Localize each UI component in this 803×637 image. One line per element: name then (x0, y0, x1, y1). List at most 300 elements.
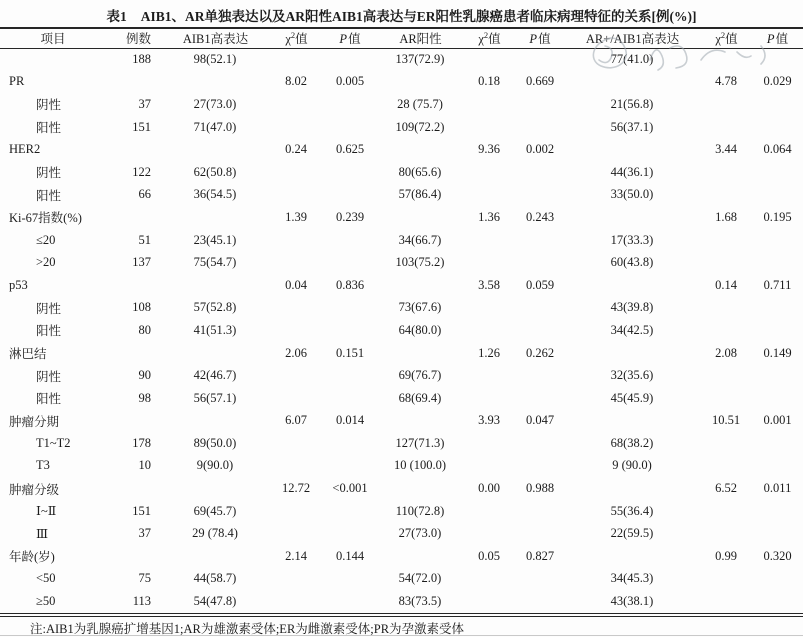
table-cell-aib1-high: 89(50.0) (193, 435, 237, 450)
column-header: AR+/AIB1高表达 (585, 32, 680, 47)
table-cell-chi2-3 (700, 229, 752, 252)
column-header: P值 (529, 32, 551, 47)
table-cell-ar-aib1-high: 44(36.1) (610, 164, 654, 179)
table-cell-p-1: 0.151 (335, 345, 365, 360)
table-row (0, 500, 803, 523)
table-cell-ar-positive: 69(76.7) (398, 368, 442, 383)
table-cell-chi2-2: 0.18 (478, 74, 500, 89)
table-cell-aib1-high: 56(57.1) (193, 390, 237, 405)
table-cell-ar-positive: 27(73.0) (398, 526, 442, 541)
table-cell-chi2-1 (270, 48, 322, 71)
table-cell-p-2 (516, 251, 564, 274)
table-cell-p-2 (516, 161, 564, 184)
table-cell-ar-aib1-high: 56(37.1) (610, 119, 654, 134)
table-cell-ar-aib1-high: 21(56.8) (610, 96, 654, 111)
table-cell-aib1-high: 27(73.0) (193, 96, 237, 111)
table-row (0, 71, 803, 94)
table-cell-chi2-1 (270, 116, 322, 139)
table-cell-count: 137 (132, 255, 151, 270)
table-cell-item: 阴性 (36, 166, 62, 181)
table-cell-aib1-high: 54(47.8) (193, 594, 237, 609)
table-cell-p-2 (516, 93, 564, 116)
table-cell-chi2-1: 0.04 (285, 277, 307, 292)
table-cell-p-3 (752, 522, 803, 545)
table-cell-count: 178 (132, 435, 151, 450)
table-cell-p-1: 0.625 (335, 142, 365, 157)
data-table (0, 27, 803, 613)
table-cell-ar-aib1-high (564, 138, 700, 161)
column-header: $\chi^2$值 (285, 30, 308, 47)
table-row (0, 410, 803, 433)
table-cell-chi2-2 (462, 48, 516, 71)
table-cell-chi2-2 (462, 590, 516, 613)
table-cell-ar-aib1-high (564, 274, 700, 297)
table-row (0, 545, 803, 568)
table-cell-ar-aib1-high: 34(42.5) (610, 322, 654, 337)
table-cell-aib1-high (160, 206, 270, 229)
table-cell-ar-aib1-high: 60(43.8) (610, 255, 654, 270)
table-cell-p-1: 0.239 (335, 209, 365, 224)
table-cell-aib1-high: 41(51.3) (193, 322, 237, 337)
table-cell-ar-aib1-high: 45(45.9) (610, 390, 654, 405)
table-row (0, 364, 803, 387)
table-cell-aib1-high (160, 342, 270, 365)
table-cell-aib1-high (160, 71, 270, 94)
table-row (0, 184, 803, 207)
table-cell-item: 阴性 (36, 369, 62, 384)
table-cell-ar-positive: 109(72.2) (395, 119, 445, 134)
table-cell-p-3: 0.149 (763, 345, 792, 360)
table-cell-ar-positive: 73(67.6) (398, 300, 442, 315)
page-edge-line (0, 635, 803, 636)
table-cell-chi2-1: 2.06 (285, 345, 307, 360)
table-cell-count (105, 545, 160, 568)
table-cell-count: 108 (132, 300, 151, 315)
table-cell-item: 阳性 (36, 392, 62, 407)
table-cell-ar-positive: 64(80.0) (398, 322, 442, 337)
table-cell-chi2-2: 9.36 (478, 142, 500, 157)
table-cell-chi2-2 (462, 522, 516, 545)
table-cell-count: 51 (138, 232, 151, 247)
table-cell-ar-aib1-high: 34(45.3) (610, 571, 654, 586)
table-cell-chi2-3 (700, 93, 752, 116)
table-cell-chi2-2 (462, 297, 516, 320)
column-header: AIB1高表达 (182, 32, 249, 47)
table-cell-p-3: 0.320 (763, 548, 792, 563)
table-cell-p-3: 0.001 (763, 413, 792, 428)
table-cell-ar-positive: 103(75.2) (395, 255, 445, 270)
table-row (0, 161, 803, 184)
table-cell-p-1 (322, 500, 378, 523)
table-cell-p-3 (752, 184, 803, 207)
table-cell-item: T1~T2 (36, 435, 71, 450)
table-cell-chi2-2 (462, 251, 516, 274)
table-cell-item: ≤20 (36, 232, 56, 247)
table-cell-count (105, 274, 160, 297)
table-cell-aib1-high (160, 545, 270, 568)
table-cell-p-2 (516, 432, 564, 455)
table-cell-p-3 (752, 251, 803, 274)
table-cell-aib1-high: 9(90.0) (196, 458, 234, 473)
table-cell-count: 37 (138, 526, 151, 541)
table-cell-chi2-3 (700, 319, 752, 342)
table-cell-ar-aib1-high (564, 545, 700, 568)
table-cell-chi2-2: 0.05 (478, 548, 500, 563)
table-cell-count: 122 (132, 164, 151, 179)
table-cell-ar-positive: 80(65.6) (398, 164, 442, 179)
table-cell-p-2: 0.669 (525, 74, 555, 89)
table-row (0, 206, 803, 229)
table-cell-p-2 (516, 455, 564, 478)
table-cell-p-3 (752, 364, 803, 387)
table-cell-chi2-2 (462, 387, 516, 410)
table-cell-chi2-2: 3.58 (478, 277, 500, 292)
table-cell-chi2-2 (462, 93, 516, 116)
table-cell-p-3 (752, 568, 803, 591)
table-cell-ar-positive: 34(66.7) (398, 232, 442, 247)
table-cell-count: 151 (132, 119, 151, 134)
table-cell-p-2: 0.988 (525, 481, 555, 496)
table-cell-count: 80 (138, 322, 151, 337)
table-cell-p-2 (516, 229, 564, 252)
table-cell-p-1 (322, 251, 378, 274)
column-header: 例数 (125, 32, 151, 47)
table-cell-ar-aib1-high: 32(35.6) (610, 368, 654, 383)
table-cell-p-2: 0.047 (525, 413, 555, 428)
table-cell-item: <50 (36, 571, 56, 586)
table-row (0, 319, 803, 342)
table-cell-p-1 (322, 432, 378, 455)
column-header: P值 (339, 32, 361, 47)
table-cell-p-2 (516, 387, 564, 410)
table-row (0, 477, 803, 500)
table-cell-item: 阳性 (36, 324, 62, 339)
table-row (0, 251, 803, 274)
table-cell-count: 90 (138, 368, 151, 383)
table-cell-p-1 (322, 229, 378, 252)
table-cell-aib1-high: 36(54.5) (193, 187, 237, 202)
table-cell-count: 75 (138, 571, 151, 586)
table-row (0, 116, 803, 139)
table-cell-p-3 (752, 297, 803, 320)
table-row (0, 432, 803, 455)
table-cell-count (105, 342, 160, 365)
table-cell-ar-positive: 57(86.4) (398, 187, 442, 202)
table-cell-ar-aib1-high: 33(50.0) (610, 187, 654, 202)
table-cell-ar-positive (378, 342, 462, 365)
table-cell-p-1 (322, 93, 378, 116)
table-cell-ar-positive (378, 410, 462, 433)
table-cell-p-3 (752, 161, 803, 184)
table-cell-ar-positive (378, 274, 462, 297)
table-cell-p-1 (322, 116, 378, 139)
table-cell-item: >20 (36, 255, 56, 270)
table-cell-count: 98 (138, 390, 151, 405)
table-row (0, 138, 803, 161)
table-cell-aib1-high: 71(47.0) (193, 119, 237, 134)
table-cell-chi2-1: 1.39 (285, 209, 307, 224)
column-header: $\chi^2$值 (715, 30, 738, 47)
table-cell-chi2-3: 3.44 (715, 142, 737, 157)
table-cell-chi2-3 (700, 455, 752, 478)
table-cell-item: Ⅲ (36, 526, 49, 541)
table-cell-chi2-2 (462, 116, 516, 139)
table-cell-p-1 (322, 590, 378, 613)
table-cell-p-3: 0.711 (763, 277, 792, 292)
table-cell-ar-positive: 68(69.4) (398, 390, 442, 405)
table-cell-chi2-3 (700, 432, 752, 455)
table-row (0, 48, 803, 71)
table-cell-item (0, 48, 105, 71)
table-cell-aib1-high: 98(52.1) (193, 52, 237, 67)
table-cell-p-1 (322, 319, 378, 342)
table-row (0, 568, 803, 591)
table-cell-ar-aib1-high: 55(36.4) (610, 503, 654, 518)
column-header: 项目 (40, 32, 66, 47)
table-cell-aib1-high: 42(46.7) (193, 368, 237, 383)
table-cell-ar-aib1-high: 17(33.3) (610, 232, 654, 247)
table-cell-ar-positive: 137(72.9) (395, 52, 445, 67)
table-cell-chi2-1 (270, 364, 322, 387)
table-cell-p-1 (322, 184, 378, 207)
table-cell-ar-aib1-high: 68(38.2) (610, 435, 654, 450)
table-cell-chi2-2 (462, 319, 516, 342)
table-cell-chi2-2: 1.36 (478, 209, 500, 224)
table-cell-chi2-2 (462, 229, 516, 252)
table-cell-chi2-2: 3.93 (478, 413, 500, 428)
table-cell-chi2-2 (462, 432, 516, 455)
table-cell-ar-positive (378, 477, 462, 500)
table-cell-chi2-1 (270, 590, 322, 613)
table-cell-ar-aib1-high: 77(41.0) (610, 52, 654, 67)
table-cell-count (105, 71, 160, 94)
table-cell-item: 肿瘤分级 (9, 482, 60, 497)
column-header: $\chi^2$值 (478, 30, 501, 47)
table-row (0, 297, 803, 320)
table-cell-ar-positive: 127(71.3) (395, 435, 445, 450)
table-caption-text: AIB1、AR单独表达以及AR阳性AIB1高表达与ER阳性乳腺癌患者临床病理特征的关系[例(%)] (140, 9, 697, 24)
table-cell-item: HER2 (9, 142, 41, 157)
table-cell-p-1: 0.005 (335, 74, 365, 89)
table-cell-count: 10 (138, 458, 151, 473)
table-cell-ar-positive: 28 (75.7) (397, 96, 443, 111)
table-cell-chi2-2: 1.26 (478, 345, 500, 360)
table-cell-ar-aib1-high (564, 342, 700, 365)
table-cell-chi2-1 (270, 568, 322, 591)
table-cell-p-2: 0.827 (525, 548, 555, 563)
table-cell-ar-positive: 10 (100.0) (393, 458, 447, 473)
table-cell-p-2 (516, 500, 564, 523)
table-cell-aib1-high (160, 410, 270, 433)
column-header: P值 (766, 32, 789, 47)
table-cell-p-3: 0.195 (763, 209, 792, 224)
table-cell-chi2-3 (700, 48, 752, 71)
table-row (0, 274, 803, 297)
table-cell-p-1: <0.001 (332, 481, 368, 496)
table-cell-chi2-1 (270, 184, 322, 207)
table-cell-p-2: 0.243 (525, 209, 555, 224)
table-cell-p-2: 0.002 (525, 142, 555, 157)
table-cell-chi2-2 (462, 455, 516, 478)
table-cell-chi2-2 (462, 184, 516, 207)
table-row (0, 455, 803, 478)
table-cell-p-3: 0.064 (763, 142, 792, 157)
table-row (0, 387, 803, 410)
table-row (0, 522, 803, 545)
table-cell-chi2-3 (700, 184, 752, 207)
table-cell-aib1-high: 44(58.7) (193, 571, 237, 586)
table-cell-p-2 (516, 590, 564, 613)
table-cell-count (105, 138, 160, 161)
table-cell-p-3 (752, 387, 803, 410)
table-cell-p-1 (322, 364, 378, 387)
table-cell-aib1-high: 75(54.7) (193, 255, 237, 270)
table-cell-ar-positive: 54(72.0) (398, 571, 442, 586)
table-cell-p-3 (752, 500, 803, 523)
table-cell-chi2-1 (270, 387, 322, 410)
table-cell-chi2-3 (700, 568, 752, 591)
table-cell-item: 阴性 (36, 98, 62, 113)
table-cell-chi2-3 (700, 364, 752, 387)
table-cell-aib1-high: 29 (78.4) (192, 526, 238, 541)
table-cell-p-2 (516, 184, 564, 207)
table-cell-chi2-1 (270, 161, 322, 184)
table-cell-ar-positive (378, 545, 462, 568)
footnote: 注:AIB1为乳腺癌扩增基因1;AR为雄激素受体;ER为雌激素受体;PR为孕激素受体 (30, 622, 465, 636)
table-cell-chi2-3: 0.99 (715, 548, 737, 563)
table-cell-aib1-high: 69(45.7) (193, 503, 237, 518)
table-header-row (0, 28, 803, 48)
table-cell-item: PR (9, 74, 25, 89)
table-cell-p-3 (752, 116, 803, 139)
table-cell-p-2 (516, 48, 564, 71)
table-cell-p-3: 0.011 (763, 481, 792, 496)
table-cell-ar-aib1-high (564, 410, 700, 433)
table-cell-chi2-1 (270, 432, 322, 455)
table-cell-ar-positive (378, 71, 462, 94)
table-cell-ar-positive (378, 206, 462, 229)
table-cell-p-3 (752, 229, 803, 252)
table-cell-p-1 (322, 48, 378, 71)
table-cell-p-1: 0.144 (335, 548, 365, 563)
table-cell-count (105, 206, 160, 229)
table-cell-p-3 (752, 319, 803, 342)
table-cell-item: 年龄(岁) (9, 550, 55, 565)
table-cell-chi2-1 (270, 319, 322, 342)
table-cell-chi2-1: 6.07 (285, 413, 307, 428)
table-cell-ar-positive: 110(72.8) (395, 503, 445, 518)
table-cell-chi2-3: 4.78 (715, 74, 737, 89)
table-cell-item: 阳性 (36, 188, 62, 203)
table-cell-chi2-3 (700, 500, 752, 523)
table-cell-chi2-3: 1.68 (715, 209, 737, 224)
table-cell-chi2-2 (462, 500, 516, 523)
table-cell-p-1 (322, 522, 378, 545)
table-cell-p-3: 0.029 (763, 74, 792, 89)
table-cell-ar-aib1-high: 43(39.8) (610, 300, 654, 315)
table-cell-p-2: 0.059 (525, 277, 555, 292)
table-cell-count: 66 (138, 187, 151, 202)
table-cell-p-1 (322, 387, 378, 410)
table-cell-count: 151 (132, 503, 151, 518)
table-cell-chi2-2 (462, 161, 516, 184)
table-cell-count (105, 477, 160, 500)
table-cell-chi2-1 (270, 500, 322, 523)
table-cell-chi2-1: 8.02 (285, 74, 307, 89)
table-cell-item: Ki-67指数(%) (9, 211, 82, 226)
table-cell-ar-aib1-high: 22(59.5) (610, 526, 654, 541)
table-cell-chi2-3 (700, 387, 752, 410)
table-cell-count: 37 (138, 96, 151, 111)
table-cell-item: T3 (36, 458, 50, 473)
table-cell-p-2 (516, 364, 564, 387)
table-cell-p-1 (322, 568, 378, 591)
table-cell-chi2-2 (462, 568, 516, 591)
table-cell-chi2-1: 0.24 (285, 142, 307, 157)
table-cell-ar-aib1-high: 9 (90.0) (612, 458, 652, 473)
table-cell-chi2-3 (700, 251, 752, 274)
table-cell-item: p53 (9, 277, 28, 292)
table-cell-chi2-3 (700, 522, 752, 545)
table-cell-ar-aib1-high (564, 71, 700, 94)
table-cell-chi2-1 (270, 522, 322, 545)
table-cell-p-1 (322, 297, 378, 320)
table-cell-p-2 (516, 297, 564, 320)
table-cell-p-3 (752, 432, 803, 455)
table-cell-item: 阳性 (36, 121, 62, 136)
table-cell-p-2 (516, 319, 564, 342)
table-cell-chi2-1 (270, 297, 322, 320)
table-cell-item: 淋巴结 (9, 347, 47, 362)
table-cell-p-2 (516, 568, 564, 591)
table-cell-aib1-high (160, 477, 270, 500)
table-cell-aib1-high: 57(52.8) (193, 300, 237, 315)
column-header: AR阳性 (399, 32, 442, 47)
table-caption-label: 表1 (106, 9, 127, 24)
table-cell-chi2-1 (270, 455, 322, 478)
table-cell-chi2-3: 2.08 (715, 345, 737, 360)
table-cell-aib1-high (160, 274, 270, 297)
table-cell-p-1: 0.014 (335, 413, 365, 428)
table-cell-ar-aib1-high: 43(38.1) (610, 594, 654, 609)
table-bottom-rule (0, 613, 803, 617)
table-cell-item: ≥50 (36, 594, 56, 609)
table-cell-ar-aib1-high (564, 206, 700, 229)
table-cell-count: 188 (132, 52, 151, 67)
table-cell-p-1 (322, 455, 378, 478)
table-cell-chi2-3 (700, 116, 752, 139)
table-cell-aib1-high (160, 138, 270, 161)
table-cell-chi2-3: 6.52 (715, 481, 737, 496)
table-cell-ar-positive (378, 138, 462, 161)
table-cell-p-2 (516, 116, 564, 139)
table-cell-chi2-1 (270, 229, 322, 252)
table-row (0, 93, 803, 116)
table-cell-chi2-3: 0.14 (715, 277, 737, 292)
table-row (0, 342, 803, 365)
table-cell-p-3 (752, 455, 803, 478)
table-cell-p-2 (516, 522, 564, 545)
table-cell-chi2-1 (270, 93, 322, 116)
table-cell-p-3 (752, 590, 803, 613)
table-cell-chi2-3 (700, 297, 752, 320)
table-cell-chi2-2 (462, 364, 516, 387)
table-row (0, 590, 803, 613)
table-cell-count (105, 410, 160, 433)
table-cell-item: Ⅰ~Ⅱ (36, 504, 57, 519)
table-cell-chi2-1: 12.72 (281, 481, 311, 496)
table-cell-chi2-3 (700, 590, 752, 613)
